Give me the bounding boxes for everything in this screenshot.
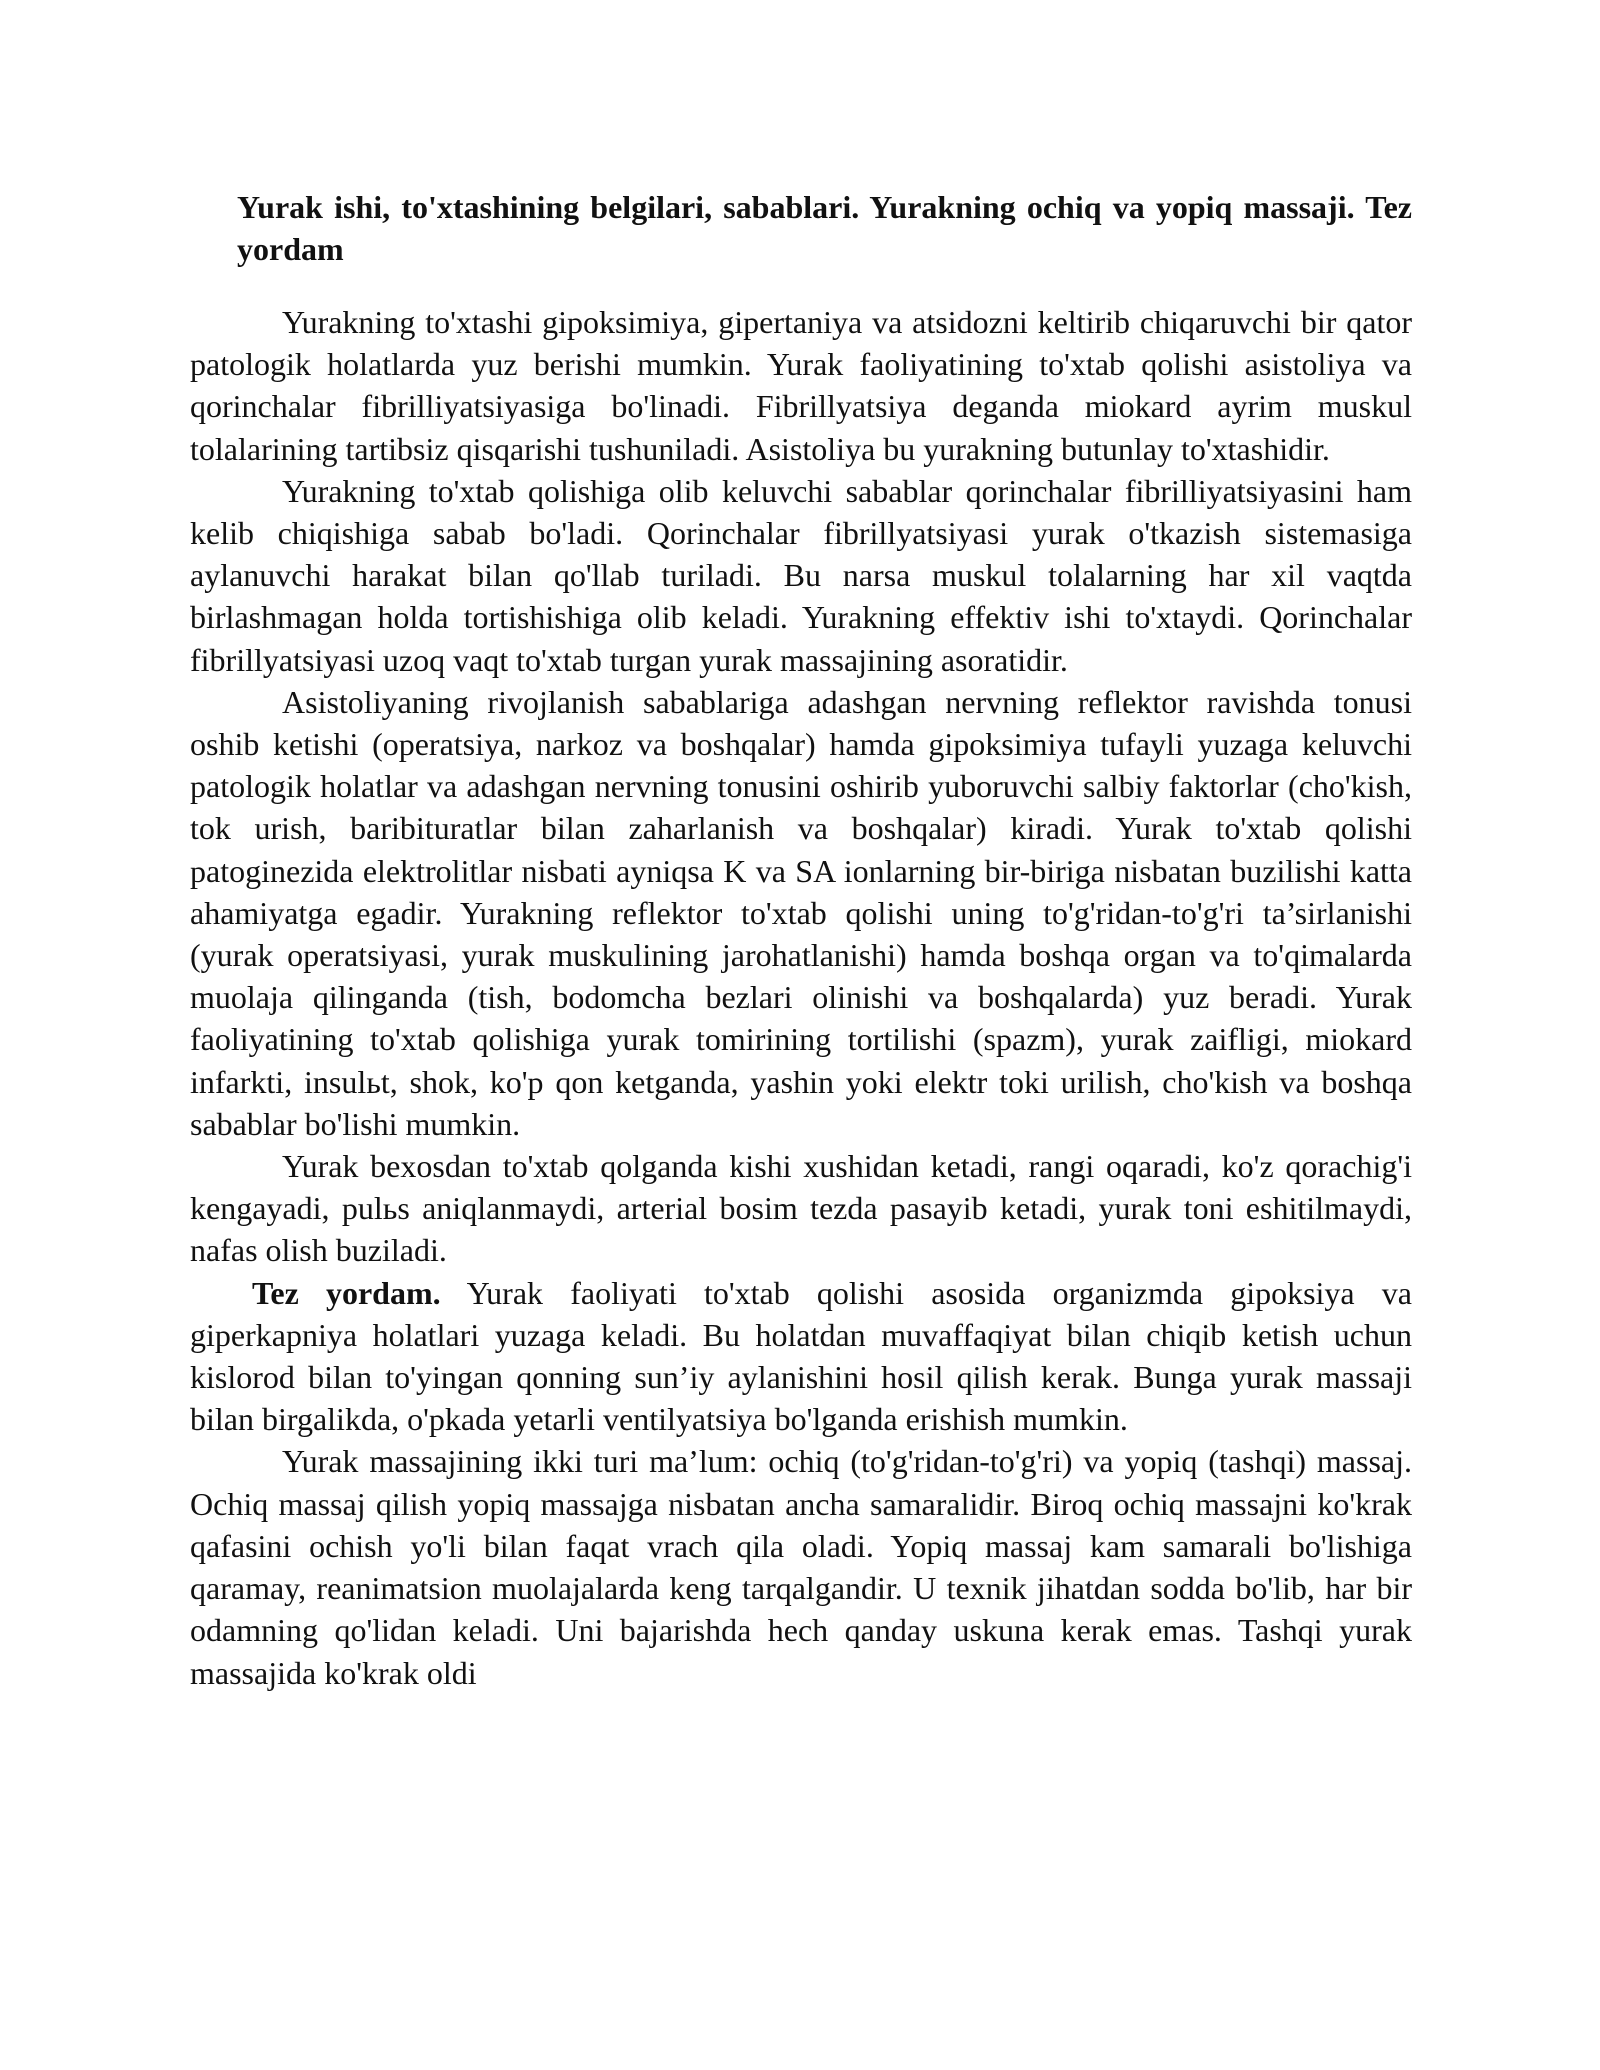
- paragraph-1: Yurakning to'xtashi gipoksimiya, gipertaniya va atsidozni keltirib chiqaruvchi bir qator patologik holatlarda yuz berishi mumkin. Yurak faoliyatining to'xtab qolishi asistoliya va qorinchalar fibrilliyatsiyasiga bo'linadi. Fibrillyatsiya deganda miokard ayrim muskul tolalarining tartibsiz qisqarishi tushuniladi. Asistoliya bu yurakning butunlay to'xtashidir.: [190, 304, 1412, 467]
- paragraph-5-lead: Tez yordam.: [252, 1274, 441, 1311]
- document-title: Yurak ishi, to'xtashining belgilari, sabablari. Yurakning ochiq va yopiq massaji. Tez yordam: [237, 189, 1412, 267]
- paragraph-4: Yurak bexosdan to'xtab qolganda kishi xushidan ketadi, rangi oqaradi, ko'z qorachig'i kengayadi, pulьs aniqlanmaydi, arterial bosim tezda pasayib ketadi, yurak toni eshitilmaydi, nafas olish buziladi.: [190, 1148, 1412, 1269]
- paragraph-5-text: Yurak faoliyati to'xtab qolishi asosida organizmda gipoksiya va giperkapniya holatlari yuzaga keladi. Bu holatdan muvaffaqiyat bilan chiqib ketish uchun kislorod bilan to'yingan qonning sun’iy aylanishini hosil qilish kerak. Bunga yurak massaji bilan birgalikda, o'pkada yetarli ventilyatsiya bo'lganda erishish mumkin.: [190, 1274, 1413, 1438]
- paragraph-6: Yurak massajining ikki turi ma’lum: ochiq (to'g'ridan-to'g'ri) va yopiq (tashqi) massaj. Ochiq massaj qilish yopiq massajga nisbatan ancha samaralidir. Biroq ochiq massajni ko'krak qafasini ochish yo'li bilan faqat vrach qila oladi. Yopiq massaj kam samarali bo'lishiga qaramay, reanimatsion muolajalarda keng tarqalgandir. U texnik jihatdan sodda bo'lib, har bir odamning qo'lidan keladi. Uni bajarishda hech qanday uskuna kerak emas. Tashqi yurak massajida ko'krak oldi: [190, 1443, 1412, 1691]
- document-body: [190, 301, 1412, 1694]
- paragraph-2: Yurakning to'xtab qolishiga olib keluvchi sabablar qorinchalar fibrilliyatsiyasini ham kelib chiqishiga sabab bo'ladi. Qorinchalar fibrillyatsiyasi yurak o'tkazish sistemasiga aylanuvchi harakat bilan qo'llab turiladi. Bu narsa muskul tolalarning har xil vaqtda birlashmagan holda tortishishiga olib keladi. Yurakning effektiv ishi to'xtaydi. Qorinchalar fibrillyatsiyasi uzoq vaqt to'xtab turgan yurak massajining asoratidir.: [190, 472, 1412, 678]
- paragraph-5: [190, 1272, 1412, 1441]
- paragraph-3: Asistoliyaning rivojlanish sabablariga adashgan nervning reflektor ravishda tonusi oshib ketishi (operatsiya, narkoz va boshqalar) hamda gipoksimiya tufayli yuzaga keluvchi patologik holatlar va adashgan nervning tonusini oshirib yuboruvchi salbiy faktorlar (cho'kish, tok urish, baribituratlar bilan zaharlanish va boshqalar) kiradi. Yurak to'xtab qolishi patoginezida elektrolitlar nisbati ayniqsa K va SA ionlarning bir-biriga nisbatan buzilishi katta ahamiyatga egadir. Yurakning reflektor to'xtab qolishi uning to'g'ridan-to'g'ri ta’sirlanishi (yurak operatsiyasi, yurak muskulining jarohatlanishi) hamda boshqa organ va to'qimalarda muolaja qilinganda (tish, bodomcha bezlari olinishi va boshqalarda) yuz beradi. Yurak faoliyatining to'xtab qolishiga yurak tomirining tortilishi (spazm), yurak zaifligi, miokard infarkti, insulьt, shok, ko'p qon ketganda, yashin yoki elektr toki urilish, cho'kish va boshqa sabablar bo'lishi mumkin.: [190, 683, 1412, 1142]
